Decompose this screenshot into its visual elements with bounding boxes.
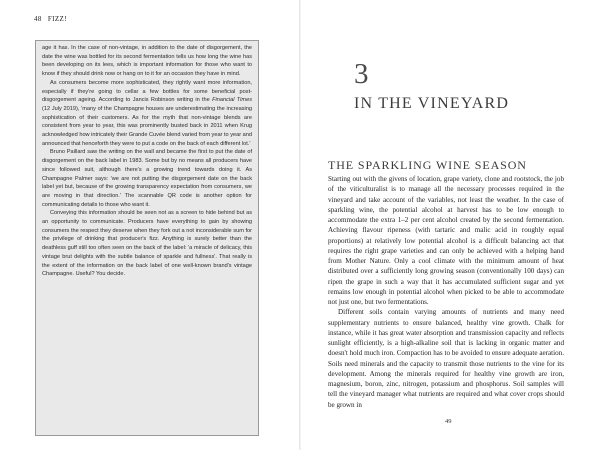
- chapter-number: 3: [354, 58, 369, 90]
- sidebar-box: [35, 40, 259, 436]
- page-number-left: 48: [34, 15, 42, 23]
- body-paragraph: Starting out with the givens of location, grape variety, clone and rootstock, the job of the viticulturalist is to manage all the necessary processes required in the vineyard and take account of the variables, not least the weather. In the case of sparkling wine, the potential alcohol at harvest has to be low enough to accommodate the extra 1–2 per cent alcohol created by the second fermentation. Achieving flavour ripeness (with tartaric and malic acid in roughly equal proportions) at relatively low potential alcohol is a difficult balancing act that requires the right grape varieties and can only be achieved with a helping hand from Mother Nature. Only a cool climate with the minimum amount of heat distributed over a sufficiently long growing season (conventionally 100 days) can ripen the grape in such a way that it has accumulated sufficient sugar and yet remains low enough in potential alcohol when picked to be able to accommodate not just one, but two fermentations.: [328, 175, 564, 306]
- sidebar-paragraph: Conveying this information should be seen not as a screen to hide behind but as an opportunity to communicate. Producers have everything to gain by showing consumers the respect they deserve when they fork out a not inconsiderable sum for the privilege of drinking that producer's fizz. Anything is surely better than the deathless guff still too often seen on the back of the label: 'a miracle of delicacy, this vintage brut delights with the subtle balance of sparkle and fullness'. That really is the extent of the information on the back label of one well-known brand's vintage Champagne. Useful? You decide.: [42, 210, 252, 278]
- body-paragraph: Different soils contain varying amounts of nutrients and many need supplementary nutrients to ensure balanced, healthy vine growth. Chalk for instance, while it has great water absorption and transmission capacity and reflects sunlight efficiently, is a high-alkaline soil that is lacking in organic matter and doesn't hold much iron. Compaction has to be avoided to ensure adequate aeration. Soils need minerals and the capacity to transmit those nutrients to the vine for its development. Among the minerals required for healthy vine growth are iron, magnesium, boron, zinc, nitrogen, potassium and phosphorus. Soil samples will tell the vineyard manager what nutrients are required and what cover crops should be grown in: [328, 308, 564, 409]
- section-heading: THE SPARKLING WINE SEASON: [328, 158, 527, 172]
- running-head-title: FIZZ!: [47, 15, 67, 23]
- running-head: [34, 15, 67, 23]
- sidebar-paragraph: age it has. In the case of non-vintage, in addition to the date of disgorgement, the date the wine was bottled for its second fermentation tells us how long the wine has been developing on its lees, which is important information for those who want to know if they should drink now or hang on to it for an occasion they have in mind.: [42, 45, 252, 78]
- page-number-right: 49: [445, 418, 452, 425]
- body-text: [328, 174, 564, 420]
- source-title: Financial Times: [212, 97, 252, 104]
- sidebar-paragraph-text: As consumers become more sophisticated, they rightly want more information, especially if they're going to cellar a few bottles for some beneficial post-disgorgement ageing. According to Jancis Robinson writing in the: [42, 79, 252, 104]
- sidebar-paragraph: Bruno Paillard saw the writing on the wall and became the first to put the date of disgorgement on the back label in 1983. Some but by no means all producers have since followed suit, although there's a growing trend towards doing it. As Champagne Palmer says: 'we are not putting the disgorgement date on the back label yet but, because of the growing transparency expectation from consumers, we are moving in that direction.' The scannable QR code is another option for communicating details to those who want it.: [42, 149, 252, 208]
- sidebar-paragraph: [42, 79, 252, 149]
- chapter-title: IN THE VINEYARD: [354, 95, 510, 112]
- sidebar-paragraph-text: (12 July 2019), 'many of the Champagne houses are underestimating the increasing sophistication of their customers. As for the myth that non-vintage blends are consistent from year to year, this was prominently busted back in 2011 when Krug acknowledged how intricately their Grande Cuvée blend varied from year to year and announced that henceforth they were to put a code on the back of each different lot.': [42, 105, 252, 147]
